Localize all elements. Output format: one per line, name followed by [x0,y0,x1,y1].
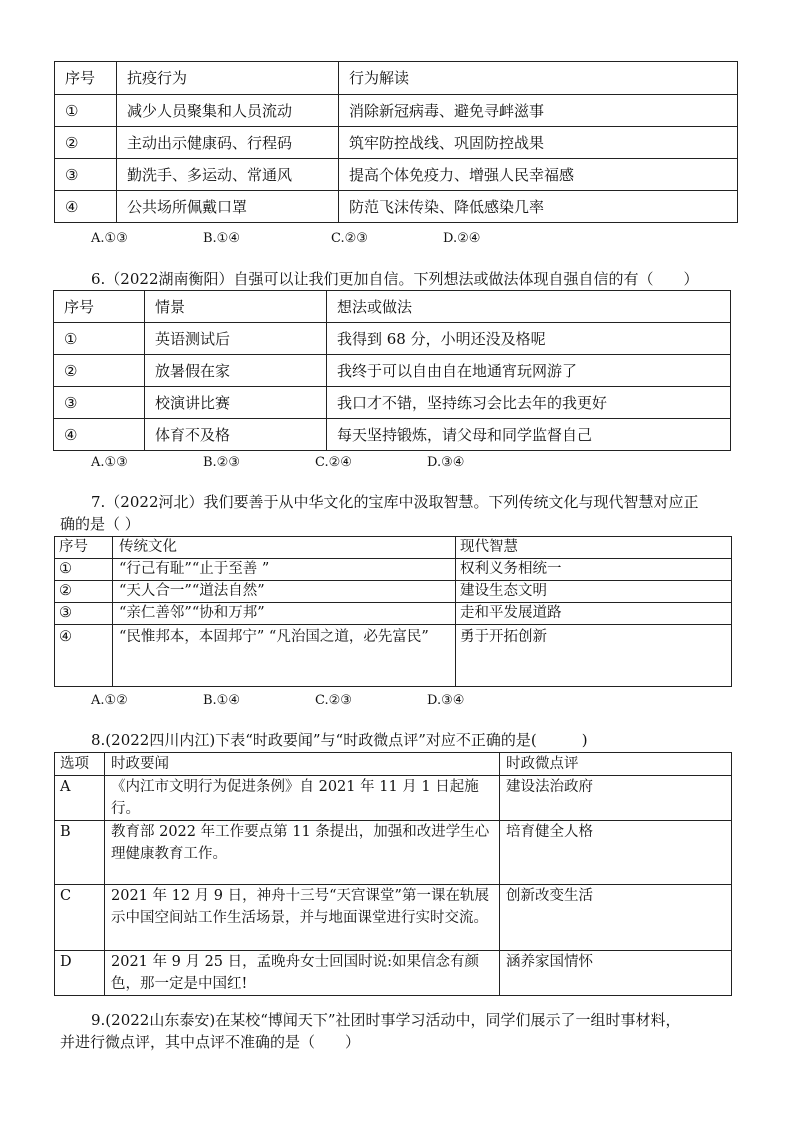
table-cell: 2021 年 9 月 25 日，孟晚舟女士回国时说:如果信念有颜色，那一定是中国红! [105,951,500,996]
table-cell: ② [55,127,117,159]
table-row [55,603,732,625]
table-cell: ③ [54,387,145,419]
table-cell: 主动出示健康码、行程码 [117,127,339,159]
table-cell: ④ [55,191,117,223]
q7-table [54,536,732,687]
table-cell: C [55,885,105,951]
table-cell: 走和平发展道路 [456,603,732,625]
q7-stem-line1: 7.（2022河北）我们要善于从中华文化的宝库中汲取智慧。下列传统文化与现代智慧对应正 [91,493,699,511]
table-header-row [55,62,738,95]
table-cell: ② [55,581,113,603]
table-row [54,387,731,419]
q6-table [53,290,731,451]
header-cell: 序号 [54,291,145,323]
option-a: A.①③ [91,231,128,246]
table-cell: ① [55,95,117,127]
table-header-row [55,537,732,559]
option-d: D.③④ [427,693,465,708]
table-cell: ② [54,355,145,387]
table-cell: 《内江市文明行为促进条例》自 2021 年 11 月 1 日起施行。 [105,776,500,821]
table-row [55,625,732,687]
table-header-row [55,753,732,776]
table-cell: 建设法治政府 [500,776,732,821]
table-row [54,323,731,355]
table-header-row [54,291,731,323]
table-cell: 校演讲比赛 [145,387,327,419]
table-cell: B [55,821,105,885]
table-cell: “天人合一”“道法自然” [113,581,456,603]
q7-options [91,692,491,710]
table-cell: 每天坚持锻炼，请父母和同学监督自己 [327,419,731,451]
option-d: D.②④ [443,231,481,246]
q9-stem-line1: 9.(2022山东泰安)在某校“博闻天下”社团时事学习活动中，同学们展示了一组时事材料， [91,1011,681,1029]
q9-stem-line2: 并进行微点评，其中点评不准确的是（ ） [60,1033,361,1051]
header-cell: 序号 [55,62,117,95]
table-cell: ① [55,559,113,581]
q5-options [91,230,491,248]
table-cell: 2021 年 12 月 9 日，神舟十三号“天宫课堂”第一课在轨展示中国空间站工作生活场景，并与地面课堂进行实时交流。 [105,885,500,951]
table-row [55,776,732,821]
table-cell: 放暑假在家 [145,355,327,387]
table-cell: D [55,951,105,996]
table-cell: 教育部 2022 年工作要点第 11 条提出，加强和改进学生心理健康教育工作。 [105,821,500,885]
table-cell: 英语测试后 [145,323,327,355]
table-cell: 培育健全人格 [500,821,732,885]
table-cell: “亲仁善邻”“协和万邦” [113,603,456,625]
table-row [55,581,732,603]
table-cell: 防范飞沫传染、降低感染几率 [339,191,738,223]
option-c: C.②③ [331,231,368,246]
table-row [54,355,731,387]
table-cell: 公共场所佩戴口罩 [117,191,339,223]
table-row [55,95,738,127]
option-c: C.②③ [315,693,352,708]
table-cell: 勇于开拓创新 [456,625,732,687]
table-cell: 建设生态文明 [456,581,732,603]
table-cell: “行己有耻”“止于至善 ” [113,559,456,581]
table-cell: 筑牢防控战线、巩固防控战果 [339,127,738,159]
table-cell: 我得到 68 分，小明还没及格呢 [327,323,731,355]
table-cell: 消除新冠病毒、避免寻衅滋事 [339,95,738,127]
option-b: B.①④ [203,693,240,708]
option-a: A.①③ [91,455,128,470]
header-cell: 现代智慧 [456,537,732,559]
q8-table [54,752,732,996]
table-row [55,559,732,581]
header-cell: 传统文化 [113,537,456,559]
table-cell: ③ [55,159,117,191]
option-b: B.②③ [203,455,240,470]
q6-options [91,454,491,472]
header-cell: 序号 [55,537,113,559]
table-row [55,951,732,996]
table-cell: ③ [55,603,113,625]
table-cell: 创新改变生活 [500,885,732,951]
q8-stem: 8.(2022四川内江)下表“时政要闻”与“时政微点评”对应不正确的是( ) [91,731,588,749]
table-row [55,127,738,159]
table-cell: “民惟邦本，本固邦宁” “凡治国之道，必先富民” [113,625,456,687]
table-cell: ④ [55,625,113,687]
q7-stem-line2: 确的是（ ） [60,515,140,533]
table-row [55,191,738,223]
header-cell: 抗疫行为 [117,62,339,95]
header-cell: 行为解读 [339,62,738,95]
header-cell: 选项 [55,753,105,776]
table-cell: A [55,776,105,821]
option-d: D.③④ [427,455,465,470]
table-cell: 权利义务相统一 [456,559,732,581]
option-c: C.②④ [315,455,352,470]
table-row [55,821,732,885]
table-row [54,419,731,451]
table-cell: ④ [54,419,145,451]
q6-stem: 6.（2022湖南衡阳）自强可以让我们更加自信。下列想法或做法体现自强自信的有（ ） [91,270,699,288]
table-cell: 勤洗手、多运动、常通风 [117,159,339,191]
table-cell: 我口才不错，坚持练习会比去年的我更好 [327,387,731,419]
table-cell: 涵养家国情怀 [500,951,732,996]
header-cell: 想法或做法 [327,291,731,323]
table-cell: ① [54,323,145,355]
header-cell: 时政微点评 [500,753,732,776]
table-row [55,885,732,951]
option-b: B.①④ [203,231,240,246]
table-cell: 我终于可以自由自在地通宵玩网游了 [327,355,731,387]
table-cell: 提高个体免疫力、增强人民幸福感 [339,159,738,191]
header-cell: 情景 [145,291,327,323]
table-row [55,159,738,191]
table-cell: 减少人员聚集和人员流动 [117,95,339,127]
q5-table [54,61,738,223]
table-cell: 体育不及格 [145,419,327,451]
option-a: A.①② [91,693,128,708]
header-cell: 时政要闻 [105,753,500,776]
